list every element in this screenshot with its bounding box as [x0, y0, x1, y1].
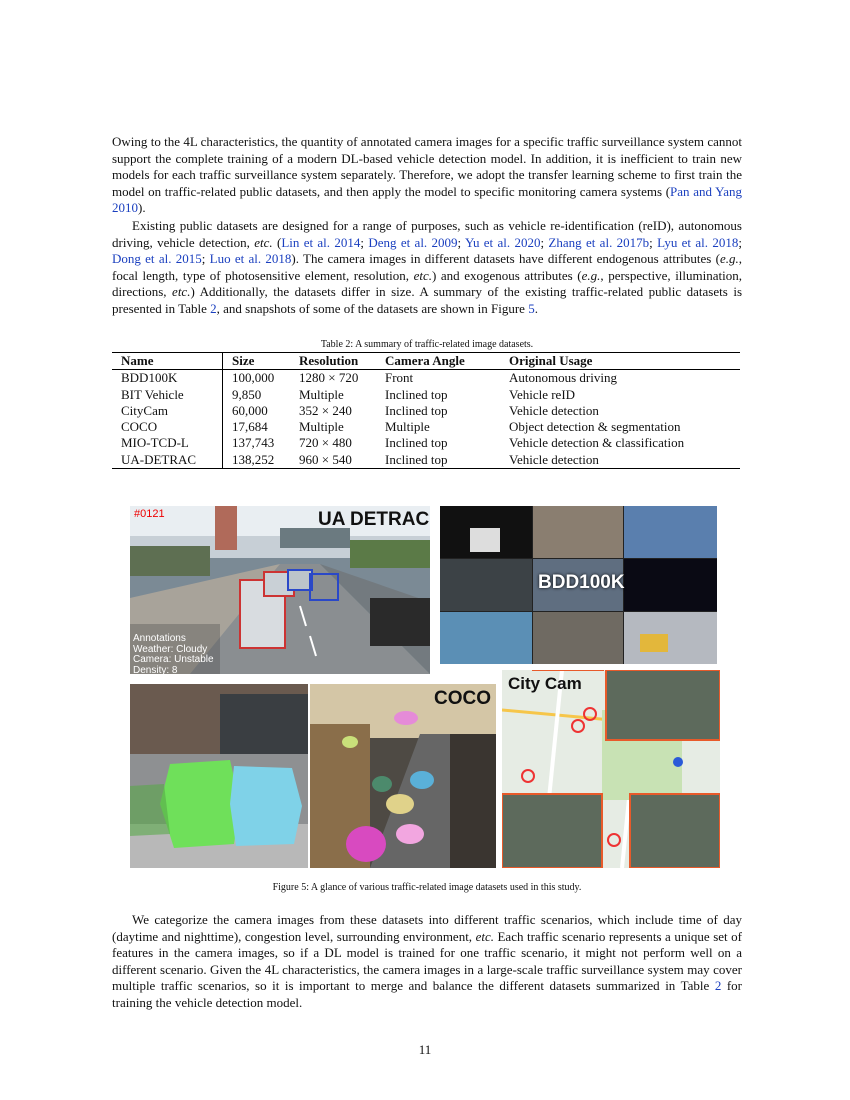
table-cell: Inclined top [385, 435, 448, 451]
text-run: Each traffic scenario represents a unique set of features in the camera images, so if a DL model is trained for one traffic scenario, it might not perform well on a different scenario. Given the 4L characteristics, the camera images in a large-scale traffic surveillance system may cover multiple traffic scenarios, so it is important to merge and balance the different datasets summarized in Table [112, 928, 742, 994]
table-ref-link[interactable]: 2 [210, 300, 217, 316]
table-cell: 720 × 480 [299, 435, 352, 451]
table-cell: 138,252 [223, 452, 291, 469]
bdd100k-title: BDD100K [538, 572, 625, 593]
datasets-table [112, 352, 740, 469]
text-run: ) and exogenous attributes ( [431, 267, 582, 283]
text-run: . [534, 300, 538, 316]
text-run: e.g. [581, 267, 601, 283]
text-run: ) Additionally, the datasets differ in size. A summary of the existing traffic-related public datasets is presented in Table [112, 284, 743, 316]
table-row [112, 403, 740, 419]
table-cell: COCO [112, 419, 223, 435]
table-cell: MIO-TCD-L [112, 435, 223, 451]
table-row [112, 387, 740, 403]
table-cell: CityCam [112, 403, 223, 419]
citation-link[interactable]: Deng et al. 2009 [368, 234, 458, 250]
citation-link[interactable]: Pan and Yang 2010 [112, 183, 742, 216]
table-cell: Vehicle detection & classification [509, 435, 685, 451]
bdd100k-panel [440, 506, 717, 664]
citation-link[interactable]: Luo et al. 2018 [209, 251, 292, 267]
figure-caption: Figure 5: A glance of various traffic-related image datasets used in this study. [272, 882, 582, 893]
text-run: ; [649, 234, 658, 250]
table-row [112, 452, 740, 469]
text-run: etc. [254, 234, 273, 250]
text-run: Existing public datasets are designed for a range of purposes, such as vehicle re-identification (reID), autonomous driving, vehicle detection, [112, 218, 742, 250]
table-cell: BDD100K [112, 370, 223, 387]
table-cell: Inclined top [385, 402, 448, 418]
segmentation-scene [130, 684, 308, 868]
citation-link[interactable]: Dong et al. 2015 [112, 251, 202, 267]
header-cell: Name [112, 353, 223, 370]
annotation-line: Camera: Unstable [133, 654, 214, 665]
text-run: , perspective, illumination, directions, [112, 267, 742, 300]
table-cell: 17,684 [232, 419, 268, 435]
header-cell: Original Usage [500, 353, 740, 370]
table-cell: Multiple [299, 386, 344, 402]
table-row [112, 370, 740, 387]
table-cell: Inclined top [376, 452, 500, 469]
text-run: ; [201, 251, 210, 267]
text-run: We categorize the camera images from these datasets into different traffic scenarios, which include time of day (daytime and nighttime), congestion level, surrounding environment, [112, 912, 742, 944]
table-cell: 9,850 [232, 386, 262, 402]
citation-link[interactable]: Lyu et al. 2018 [657, 234, 739, 250]
table-cell: Inclined top [385, 386, 448, 402]
segmentation-panel [130, 684, 308, 868]
table-cell: Vehicle detection [500, 452, 740, 469]
text-run: for training the vehicle detection model. [112, 978, 742, 1010]
citation-link[interactable]: Lin et al. 2014 [281, 234, 361, 250]
table-cell: Autonomous driving [509, 370, 617, 386]
citycam-panel [502, 670, 720, 868]
frame-id-label: #0121 [134, 508, 165, 520]
table-cell: Multiple [299, 419, 344, 435]
paragraph-traffic-scenarios [112, 912, 742, 1012]
text-run: ( [272, 234, 282, 250]
annotation-line: Weather: Cloudy [133, 643, 208, 655]
text-run: ; [738, 234, 742, 250]
citation-link[interactable]: Zhang et al. 2017b [548, 234, 650, 250]
header-cell: Size [223, 353, 291, 370]
ua-detrac-title: UA DETRAC [318, 509, 430, 530]
paragraph-transfer-learning [112, 134, 742, 217]
table-cell: Vehicle detection [509, 402, 599, 418]
text-run: e.g. [719, 251, 739, 267]
text-run: ; [540, 234, 549, 250]
text-run: etc. [172, 284, 191, 300]
citation-link[interactable]: Yu et al. 2020 [465, 234, 541, 250]
text-run: etc. [413, 267, 432, 283]
table-caption: Table 2: A summary of traffic-related image datasets. [320, 339, 534, 350]
text-run: , and snapshots of some of the datasets are shown in Figure [216, 300, 529, 316]
citycam-title: City Cam [508, 674, 582, 693]
table-ref-link[interactable]: 2 [714, 978, 722, 994]
table-row [112, 435, 740, 451]
table-cell: Front [385, 370, 414, 386]
header-cell: Resolution [290, 353, 376, 370]
table-cell: 960 × 540 [290, 452, 376, 469]
text-run: ; [360, 234, 369, 250]
text-run: Owing to the 4L characteristics, the quantity of annotated camera images for a specific traffic surveillance system cannot support the complete training of a modern DL-based vehicle detection model. In addition, it is inefficient to train new models for each traffic surveillance system separately. Therefore, we adopt the transfer learning scheme to first train the model on traffic-related public datasets, and then apply the model to specific monitoring camera systems ( [112, 134, 742, 199]
paragraph-public-datasets [112, 218, 742, 318]
table-cell: 60,000 [232, 402, 268, 418]
text-run: ). The camera images in different datasets have different endogenous attributes ( [291, 251, 720, 267]
table-cell: 100,000 [232, 370, 275, 386]
table-cell: 137,743 [232, 435, 275, 451]
ua-detrac-panel [130, 506, 430, 674]
table-cell: UA-DETRAC [112, 452, 223, 469]
text-run: ; [457, 234, 465, 250]
citycam-map [502, 670, 720, 868]
table-header-row [112, 353, 740, 370]
annotation-line: Density: 8 [133, 664, 178, 674]
annotation-overlay [133, 634, 214, 674]
table-cell: Multiple [385, 419, 430, 435]
text-run: etc. [475, 928, 494, 944]
page-number: 11 [418, 1042, 432, 1057]
text-run: , focal length, type of photosensitive element, resolution, [112, 251, 742, 283]
table-cell: 352 × 240 [299, 402, 352, 418]
table-row [112, 419, 740, 435]
coco-panel [310, 684, 496, 868]
text-run: ). [138, 200, 146, 216]
annotation-line: Annotations [133, 633, 186, 644]
coco-title: COCO [434, 688, 491, 709]
table-cell: Vehicle reID [509, 386, 576, 402]
table-cell: Object detection & segmentation [509, 419, 681, 435]
table-cell: 1280 × 720 [299, 370, 359, 386]
coco-scene [310, 684, 496, 868]
table-cell: BIT Vehicle [112, 387, 223, 403]
figure-ref-link[interactable]: 5 [528, 300, 535, 316]
header-cell: Camera Angle [376, 353, 500, 370]
